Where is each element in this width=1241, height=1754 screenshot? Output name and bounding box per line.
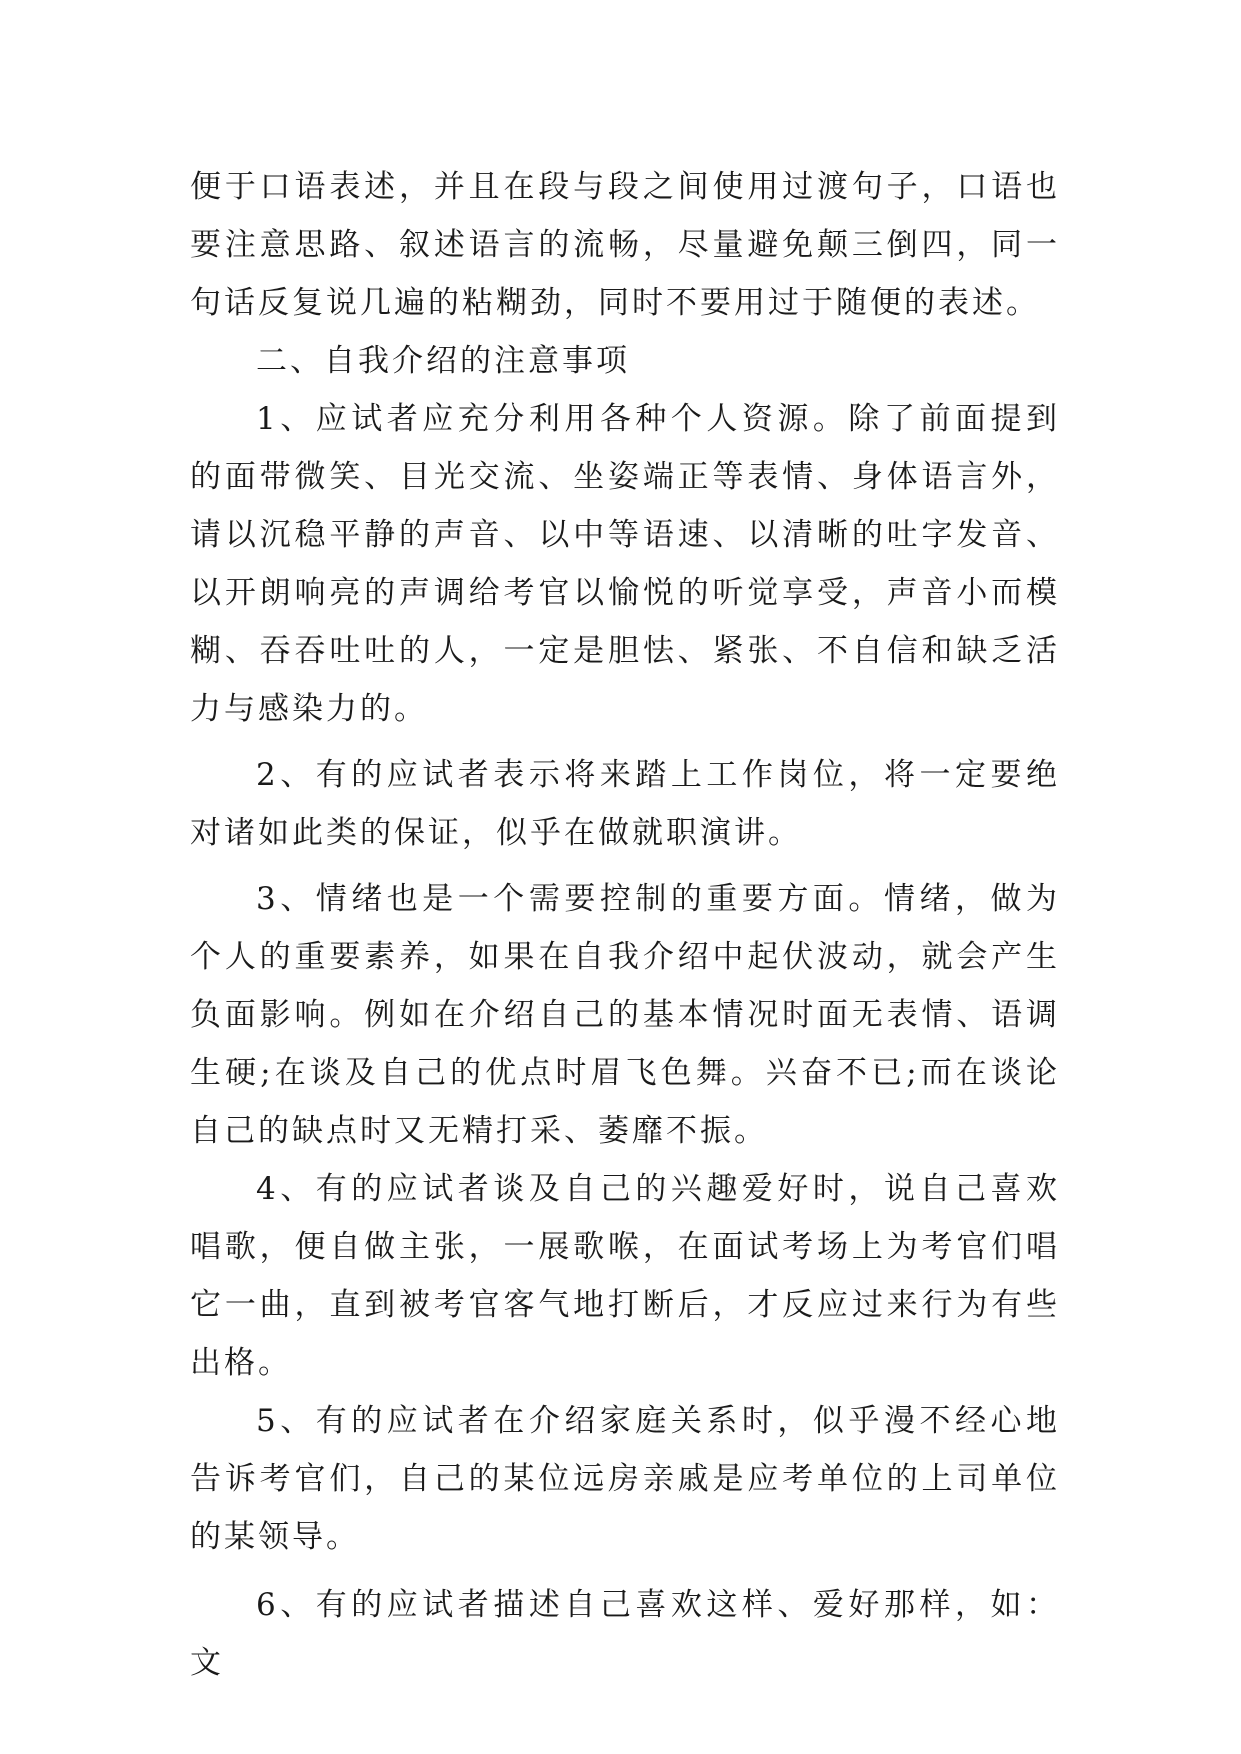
paragraph-item-4: 4、有的应试者谈及自己的兴趣爱好时，说自己喜欢唱歌，便自做主张，一展歌喉，在面试考场上为考官们唱它一曲，直到被考官客气地打断后，才反应过来行为有些出格。 xyxy=(190,1171,1060,1381)
paragraph-item-3: 3、情绪也是一个需要控制的重要方面。情绪，做为个人的重要素养，如果在自我介绍中起伏波动，就会产生负面影响。例如在介绍自己的基本情况时面无表情、语调生硬;在谈及自己的优点时眉飞色舞。兴奋不已;而在谈论自己的缺点时又无精打采、萎靡不振。 xyxy=(190,881,1060,1149)
document-body xyxy=(190,158,1060,1692)
paragraph-continuation: 便于口语表述，并且在段与段之间使用过渡句子，口语也要注意思路、叙述语言的流畅，尽量避免颠三倒四，同一句话反复说几遍的粘糊劲，同时不要用过于随便的表述。 xyxy=(190,169,1060,321)
section-heading: 二、自我介绍的注意事项 xyxy=(256,343,630,379)
paragraph-item-1: 1、应试者应充分利用各种个人资源。除了前面提到的面带微笑、目光交流、坐姿端正等表情、身体语言外，请以沉稳平静的声音、以中等语速、以清晰的吐字发音、以开朗响亮的声调给考官以愉悦的听觉享受，声音小而模糊、吞吞吐吐的人，一定是胆怯、紧张、不自信和缺乏活力与感染力的。 xyxy=(190,401,1060,727)
paragraph-item-5: 5、有的应试者在介绍家庭关系时，似乎漫不经心地告诉考官们，自己的某位远房亲戚是应考单位的上司单位的某领导。 xyxy=(190,1403,1060,1555)
paragraph-item-6: 6、有的应试者描述自己喜欢这样、爱好那样，如：文 xyxy=(190,1587,1060,1681)
paragraph-item-2: 2、有的应试者表示将来踏上工作岗位，将一定要绝对诸如此类的保证，似乎在做就职演讲。 xyxy=(190,757,1060,851)
